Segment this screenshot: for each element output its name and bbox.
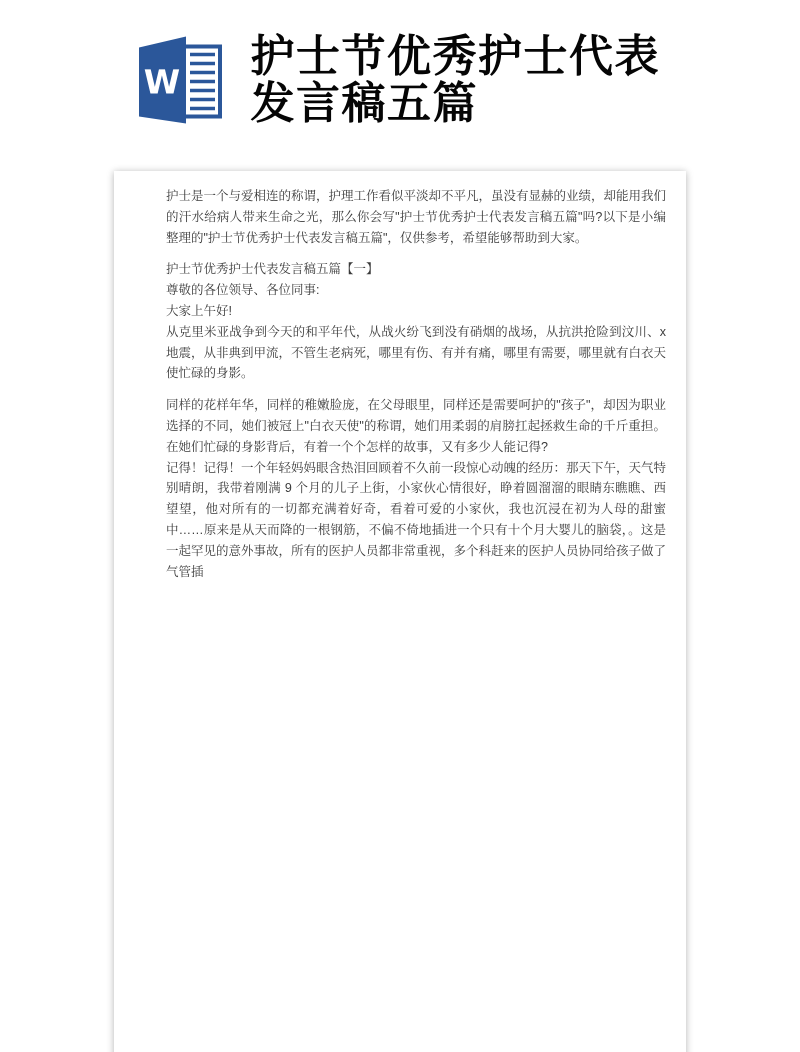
section-heading: 护士节优秀护士代表发言稿五篇【一】 xyxy=(166,262,379,277)
document-header xyxy=(0,0,800,127)
salutation-line: 尊敬的各位领导、各位同事: xyxy=(166,283,320,298)
body-paragraph: 记得！记得！一个年轻妈妈眼含热泪回顾着不久前一段惊心动魄的经历：那天下午，天气特别晴朗，我带着刚满 9 个月的儿子上街，小家伙心情很好，睁着圆溜溜的眼睛东瞧瞧、西望望，他对所有的一切都充满着好奇，看着可爱的小家伙，我也沉浸在初为人母的甜蜜中……原来是从天而降的一根钢筋，不偏不倚地插进一个只有十个月大婴儿的脑袋，。这是一起罕见的意外事故，所有的医护人员都非常重视，多个科赶来的医护人员协同给孩子做了气管插 xyxy=(166,460,667,579)
document-page[interactable] xyxy=(114,171,686,1052)
body-paragraph: 从克里米亚战争到今天的和平年代，从战火纷飞到没有硝烟的战场，从抗洪抢险到汶川、x地震，从非典到甲流，不管生老病死，哪里有伤、有并有痛，哪里有需要，哪里就有白衣天使忙碌的身影。 xyxy=(166,324,667,381)
word-icon xyxy=(130,36,225,125)
body-paragraph: 同样的花样年华，同样的稚嫩脸庞，在父母眼里，同样还是需要呵护的"孩子"，却因为职业选择的不同，她们被冠上"白衣天使"的称谓，她们用柔弱的肩膀扛起拯救生命的千斤重担。在她们忙碌的身影背后，有着一个个怎样的故事，又有多少人能记得? xyxy=(166,398,666,454)
word-icon-letter: W xyxy=(143,62,180,101)
intro-paragraph: 护士是一个与爱相连的称谓，护理工作看似平淡却不平凡，虽没有显赫的业绩，却能用我们的汗水给病人带来生命之光，那么你会写"护士节优秀护士代表发言稿五篇"吗?以下是小编整理的"护士节优秀护士代表发言稿五篇"，仅供参考，希望能够帮助到大家。 xyxy=(166,189,667,245)
word-icon-stripes xyxy=(190,54,215,108)
page-title: 护士节优秀护士代表发言稿五篇 xyxy=(250,32,660,128)
greeting-line: 大家上午好! xyxy=(166,303,232,318)
